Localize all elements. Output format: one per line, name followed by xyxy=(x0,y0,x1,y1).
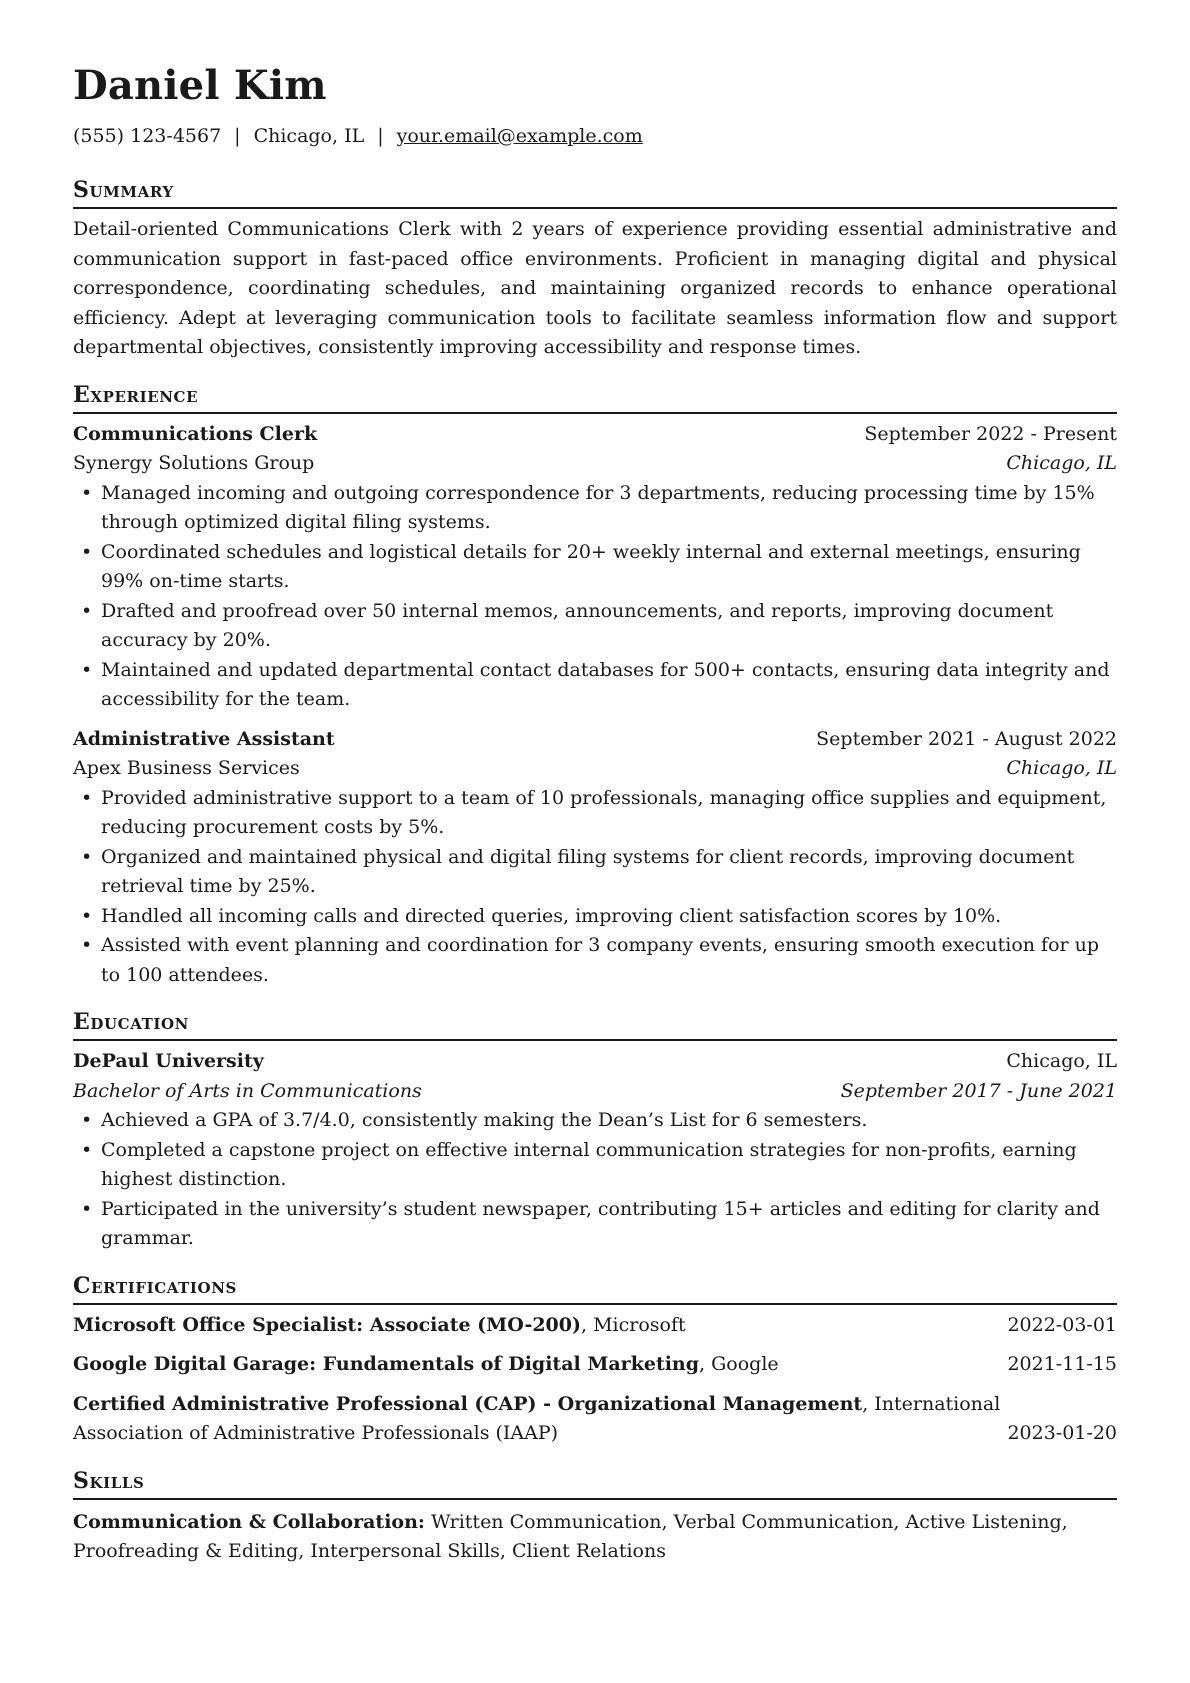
job-bullets xyxy=(73,784,1117,991)
education-bullets xyxy=(73,1106,1117,1254)
job-company: Apex Business Services xyxy=(73,757,300,779)
list-item: • Completed a capstone project on effective internal communication strategies for non-profits, earning highest distinction. xyxy=(73,1136,1117,1195)
list-item: • Handled all incoming calls and directed queries, improving client satisfaction scores by 10%. xyxy=(73,902,1117,932)
degree: Bachelor of Arts in Communications xyxy=(73,1079,422,1102)
job-bullets xyxy=(73,479,1117,715)
list-item: • Coordinated schedules and logistical details for 20+ weekly internal and external meetings, ensuring 99% on-time starts. xyxy=(73,538,1117,597)
school-name: DePaul University xyxy=(73,1050,264,1072)
list-item: • Maintained and updated departmental contact databases for 500+ contacts, ensuring data integrity and accessibility for the team. xyxy=(73,656,1117,715)
email-link[interactable]: your.email@example.com xyxy=(396,125,643,147)
job-entry xyxy=(73,725,1117,991)
list-item: • Managed incoming and outgoing correspondence for 3 departments, reducing processing time by 15% through optimized digital filing systems. xyxy=(73,479,1117,538)
education-dates: September 2017 - June 2021 xyxy=(840,1079,1117,1102)
certification-issuer: , Google xyxy=(699,1353,779,1375)
job-location: Chicago, IL xyxy=(1006,757,1117,779)
job-subheader xyxy=(73,754,1117,784)
school-location: Chicago, IL xyxy=(1006,1050,1117,1072)
job-header xyxy=(73,725,1117,755)
certification-issuer: , Microsoft xyxy=(581,1313,686,1336)
job-header xyxy=(73,420,1117,450)
job-role: Communications Clerk xyxy=(73,422,318,445)
location: Chicago, IL xyxy=(253,125,365,147)
education-header xyxy=(73,1047,1117,1077)
certification-issuer: , International Association of Administrative Professionals (IAAP) xyxy=(73,1392,1001,1444)
separator: | xyxy=(377,125,384,147)
job-location: Chicago, IL xyxy=(1006,452,1117,474)
certifications-section xyxy=(73,1272,1117,1449)
phone-number: (555) 123-4567 xyxy=(73,125,222,147)
separator: | xyxy=(234,125,241,147)
section-heading-certifications: Certifications xyxy=(73,1272,1117,1305)
section-heading-education: Education xyxy=(73,1008,1117,1041)
education-subheader xyxy=(73,1077,1117,1107)
job-entry xyxy=(73,420,1117,715)
certification-name: Certified Administrative Professional (CAP) - Organizational Management xyxy=(73,1392,863,1415)
skills-line xyxy=(73,1508,1117,1567)
list-item: • Organized and maintained physical and digital filing systems for client records, improving document retrieval time by 25%. xyxy=(73,843,1117,902)
skill-list: Written Communication, Verbal Communication, Active Listening, Proofreading & Editing, Interpersonal Skills, Client Relations xyxy=(73,1510,1068,1562)
certification-text xyxy=(73,1390,1117,1449)
certification-item xyxy=(73,1350,1117,1380)
skill-category: Communication & Collaboration: xyxy=(73,1510,425,1533)
job-dates: September 2022 - Present xyxy=(864,422,1117,445)
job-subheader xyxy=(73,449,1117,479)
certification-date: 2022-03-01 xyxy=(1007,1313,1117,1336)
certification-date: 2023-01-20 xyxy=(1007,1422,1117,1444)
certification-name: Google Digital Garage: Fundamentals of Digital Marketing xyxy=(73,1353,700,1375)
summary-section xyxy=(73,176,1117,363)
certification-item xyxy=(73,1390,1117,1449)
education-section xyxy=(73,1008,1117,1254)
list-item: • Provided administrative support to a team of 10 professionals, managing office supplies and equipment, reducing procurement costs by 5%. xyxy=(73,784,1117,843)
list-item: • Drafted and proofread over 50 internal memos, announcements, and reports, improving document accuracy by 20%. xyxy=(73,597,1117,656)
section-heading-skills: Skills xyxy=(73,1467,1117,1500)
section-heading-experience: Experience xyxy=(73,381,1117,414)
certification-text xyxy=(73,1311,686,1341)
job-dates: September 2021 - August 2022 xyxy=(816,727,1117,750)
summary-text: Detail-oriented Communications Clerk with 2 years of experience providing essential administrative and communication support in fast-paced office environments. Proficient in managing digital and physical correspondence, coordinating schedules, and maintaining organized records to enhance operational efficiency. Adept at leveraging communication tools to facilitate seamless information flow and support departmental objectives, consistently improving accessibility and response times. xyxy=(73,218,1117,358)
experience-section xyxy=(73,381,1117,991)
job-role: Administrative Assistant xyxy=(73,727,335,750)
list-item: • Assisted with event planning and coordination for 3 company events, ensuring smooth execution for up to 100 attendees. xyxy=(73,931,1117,990)
certification-item xyxy=(73,1311,1117,1341)
certification-date: 2021-11-15 xyxy=(1007,1353,1117,1375)
list-item: • Achieved a GPA of 3.7/4.0, consistently making the Dean’s List for 6 semesters. xyxy=(73,1106,1117,1136)
skills-section xyxy=(73,1467,1117,1567)
certification-name: Microsoft Office Specialist: Associate (MO-200) xyxy=(73,1313,581,1336)
certification-text xyxy=(73,1350,779,1380)
section-heading-summary: Summary xyxy=(73,176,1117,209)
candidate-name: Daniel Kim xyxy=(73,62,327,109)
job-company: Synergy Solutions Group xyxy=(73,452,315,474)
list-item: • Participated in the university’s student newspaper, contributing 15+ articles and editing for clarity and grammar. xyxy=(73,1195,1117,1254)
education-entry xyxy=(73,1047,1117,1254)
contact-line xyxy=(73,122,1117,150)
